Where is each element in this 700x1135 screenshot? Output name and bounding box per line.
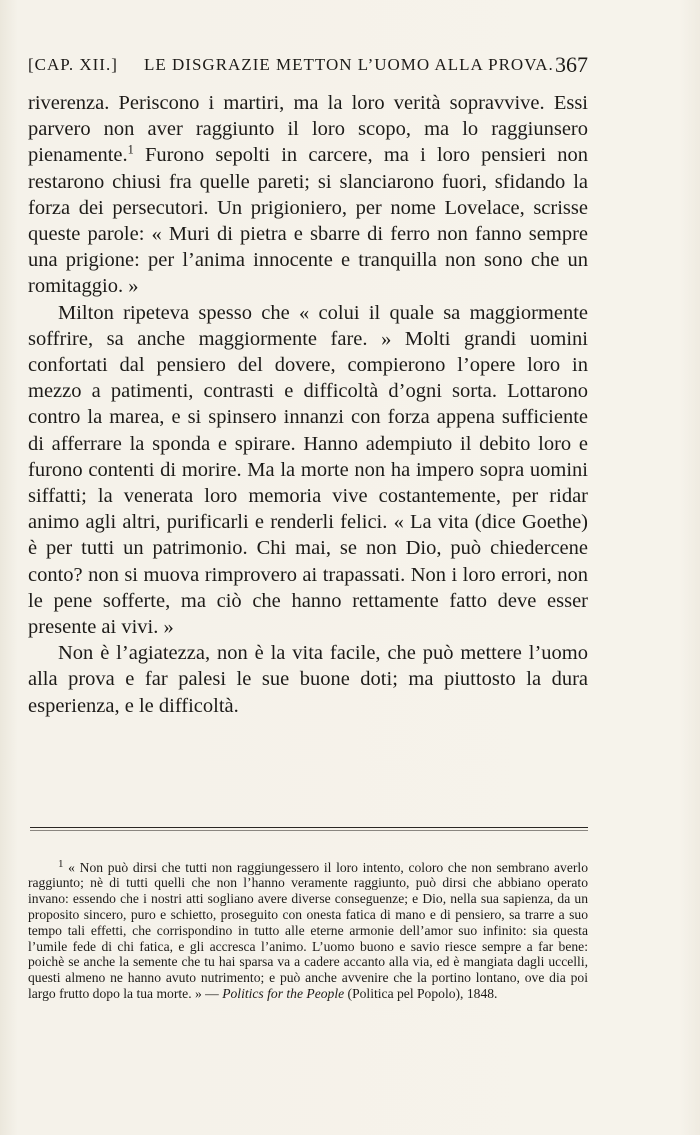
- footnote-text: « Non può dirsi che tutti non raggiungessero il loro intento, coloro che non sembrano averlo raggiunto; nè di tutti quelli che non l’hanno veramente raggiunto, può dirsi che abbiano operato invano: essendo che i nostri atti sogliano avere diverse conseguenze; e Dio, nella sua sapienza, da un proposito sincero, puro e schietto, proseguito con onesta fatica di mano e di pensiero, sa trarre a suo tempo tali effetti, che corrispondino in tutto alle eterne armonie dell’amor suo infinito: sia questa l’umile fede di chi fatica, e gli accresca l’animo. L’uomo buono e savio riesce sempre a far bene: poichè se anche la semente che tu hai sparsa va a cadere accanto alla via, ed è mangiata dagli uccelli, questi almeno ne hanno avuto nutrimento; e può anche avvenire che la portino lontano, ove dia poi largo frutto dopo la tua morte. » —: [28, 859, 588, 1001]
- body-text: [28, 90, 588, 719]
- footnote-reference: 1: [127, 143, 134, 158]
- paragraph: Milton ripeteva spesso che « colui il quale sa maggiormente soffrire, sa anche maggiormente fare. » Molti grandi uomini confortati dal pensiero del dovere, compierono l’opere loro in mezzo a patimenti, contrasti e difficoltà d’ogni sorta. Lottarono contro la marea, e si spinsero innanzi con forza appena sufficiente di afferrare la sponda e spirare. Hanno adempiuto il debito loro e furono contenti di morire. Ma la morte non ha impero sopra uomini siffatti; la venerata loro memoria vive costantemente, per ridar animo agli altri, purificarli e renderli felici. « La vita (dice Goethe) è per tutti un patrimonio. Chi mai, se non Dio, può chiedercene conto? non si muova rimprovero ai trapassati. Non i loro errori, non le pene sofferte, ma ciò che hanno rettamente fatto deve esser presente ai vivi. »: [28, 301, 588, 639]
- chapter-label: [CAP. XII.]: [28, 55, 118, 74]
- footnote: [28, 857, 588, 1002]
- paragraph-text: riverenza. Periscono i martiri, ma la loro verità sopravvive. Essi parvero non aver raggiunto il loro scopo, ma lo raggiunsero pienamente.: [28, 92, 588, 167]
- footnote-marker: 1: [58, 857, 64, 870]
- paragraph-text: Furono sepolti in carcere, ma i loro pensieri non restarono chiusi fra quelle pareti; si slanciarono fuori, sfidando la forza dei persecutori. Un prigioniero, per nome Lovelace, scrisse queste parole: « Muri di pietra e sbarre di ferro non fanno sempre una prigione: per l’anima innocente e tranquilla non sono che un romitaggio. »: [28, 144, 588, 298]
- footnote-divider: [30, 827, 588, 828]
- paragraph: [28, 90, 588, 300]
- page-number: 367: [555, 52, 588, 77]
- footnote-divider: [30, 830, 588, 831]
- paragraph: Non è l’agiatezza, non è la vita facile, che può mettere l’uomo alla prova e far palesi le sue buone doti; ma piuttosto la dura esperienza, e le difficoltà.: [28, 642, 588, 717]
- footnote-source-title: Politics for the People: [222, 985, 345, 1001]
- running-head: [28, 52, 588, 82]
- running-title: LE DISGRAZIE METTON L’UOMO ALLA PROVA.: [144, 55, 554, 74]
- footnote-source-details: (Politica pel Popolo), 1848.: [344, 985, 498, 1001]
